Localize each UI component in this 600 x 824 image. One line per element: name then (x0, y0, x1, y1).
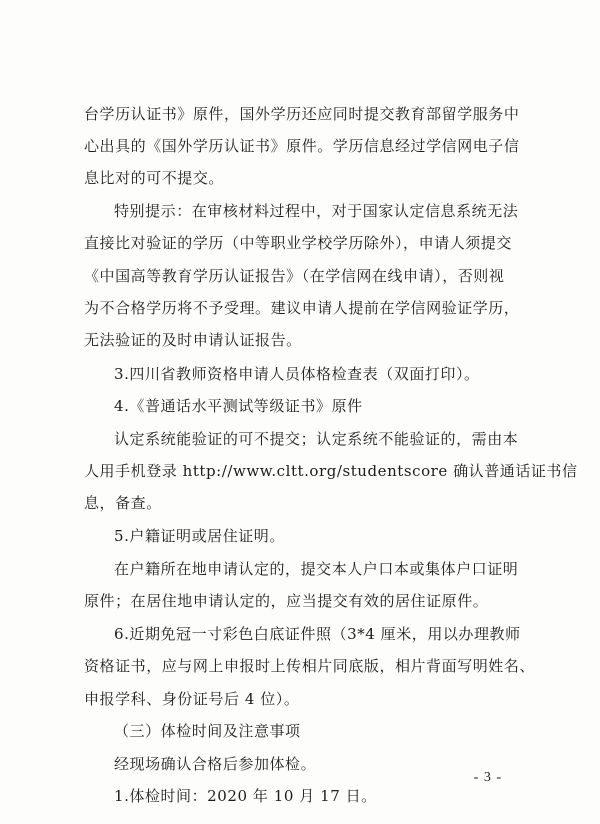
text-line-2: 心出具的《国外学历认证书》原件。学历信息经过学信网电子信 (84, 137, 520, 155)
text-line-18: 资格证书，应与网上申报时上传相片同底版，相片背面写明姓名、 (84, 657, 535, 675)
text-line-9: 3.四川省教师资格申请人员体格检查表（双面打印）。 (114, 365, 480, 383)
section-heading: （三）体检时间及注意事项 (114, 722, 301, 740)
text-line-11: 认定系统能验证的可不提交；认定系统不能验证的，需由本 (114, 430, 519, 448)
text-line-14: 5.户籍证明或居住证明。 (114, 527, 285, 545)
text-line-16: 原件；在居住地申请认定的，应当提交有效的居住证原件。 (84, 592, 489, 610)
page-number: - 3 - (473, 770, 502, 785)
text-line-12: 人用手机登录 http://www.cltt.org/studentscore 确认普通话证书信 (84, 462, 578, 480)
text-line-15: 在户籍所在地申请认定的，提交本人户口本或集体户口证明 (114, 560, 519, 578)
text-line-21: 经现场确认合格后参加体检。 (114, 755, 317, 773)
text-line-22: 1.体检时间：2020 年 10 月 17 日。 (114, 787, 377, 805)
text-line-7: 为不合格学历将不予受理。建议申请人提前在学信网验证学历， (84, 299, 520, 317)
text-line-17: 6.近期免冠一寸彩色白底证件照（3*4 厘米，用以办理教师 (114, 625, 521, 643)
text-line-1: 台学历认证书》原件，国外学历还应同时提交教育部留学服务中 (84, 105, 520, 123)
text-line-19: 申报学科、身份证号后 4 位）。 (84, 690, 300, 708)
text-line-13: 息，备查。 (84, 494, 162, 512)
text-line-3: 息比对的可不提交。 (84, 169, 224, 187)
text-line-6: 《中国高等教育学历认证报告》（在学信网在线申请），否则视 (84, 267, 505, 285)
text-line-8: 无法验证的及时申请认证报告。 (84, 331, 302, 349)
text-line-10: 4.《普通话水平测试等级证书》原件 (114, 397, 363, 415)
text-line-5: 直接比对验证的学历（中等职业学校学历除外），申请人须提交 (84, 234, 512, 252)
text-line-4: 特别提示：在审核材料过程中，对于国家认定信息系统无法 (114, 202, 519, 220)
